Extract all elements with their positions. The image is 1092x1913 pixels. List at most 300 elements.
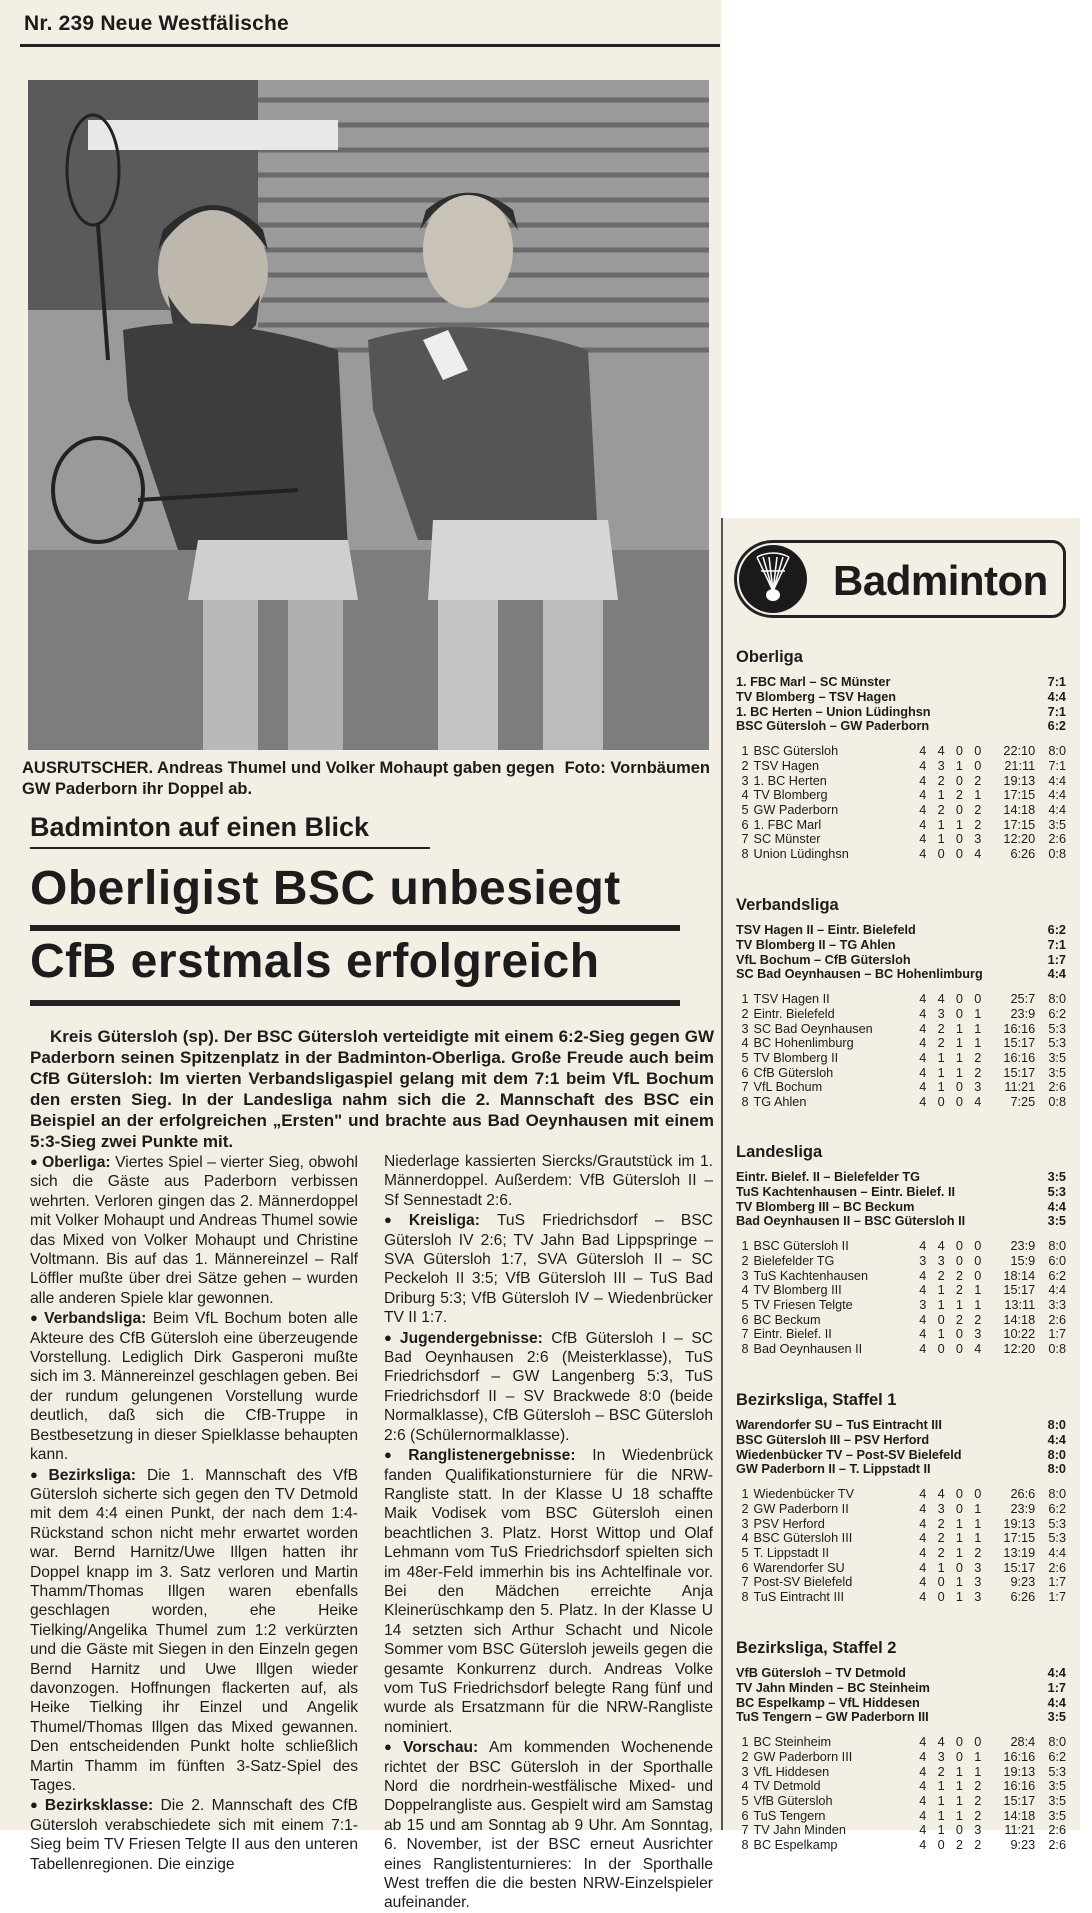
paragraph-lead: Verbandsliga: [44,1310,147,1328]
caption-text: AUSRUTSCHER. Andreas Thumel und Volker Mohaupt gaben gegen GW Paderborn ihr Doppel ab. [22,759,555,798]
standings-row [736,1269,1066,1284]
standings-row [736,788,1066,803]
match-result [736,1666,1066,1681]
standings-team: TuS Eintracht III [753,1590,845,1605]
match-result [736,967,1066,982]
standings-points: 6:2 [1048,1501,1067,1516]
standings-points: 2:6 [1048,1838,1067,1853]
match-score: 4:4 [1047,689,1066,704]
caption-credit: Foto: Vornbäumen [564,759,710,777]
standings-won: 2 [937,1531,945,1546]
paragraph-text: Die 2. Mannschaft des CfB Gütersloh verabschiedete sich mit einem 7:1-Sieg beim TV Friesen Telgte II aus den unteren Tabellenregionen. Die einzige [30,1797,358,1873]
match-pairing: TuS Tengern – GW Paderborn III [736,1710,929,1725]
standings-rank: 6 [741,1312,749,1327]
standings-row [736,992,1066,1007]
standings-rank: 6 [741,1065,749,1080]
standings-games: 13:19 [1003,1546,1036,1560]
standings-rank: 5 [741,803,749,817]
standings-team: VfB Gütersloh [753,1794,833,1808]
match-score: 5:3 [1047,1184,1066,1199]
standings-team: TSV Hagen II [753,992,830,1007]
standings-drawn: 0 [955,1239,963,1254]
match-result [736,1200,1066,1215]
standings-lost: 1 [974,788,982,803]
standings-team: VfL Hiddesen [753,1764,830,1779]
standings-rank: 3 [741,1021,749,1036]
standings-lost: 4 [974,1342,982,1357]
standings-points: 2:6 [1048,1312,1067,1327]
standings-lost: 4 [974,847,982,862]
standings-team: Post-SV Bielefeld [753,1575,853,1590]
standings-points: 5:3 [1048,1036,1067,1051]
bullet-icon: ● [30,1466,45,1482]
match-result [736,1710,1066,1725]
standings-row [736,1765,1066,1780]
bullet-icon: ● [384,1329,396,1345]
match-score: 4:4 [1047,1199,1066,1214]
paragraph-text: Die 1. Mannschaft des VfB Gütersloh sicherte sich gegen den TV Detmold mit dem 4:4 einen Punkt, der nach dem 1:4-Rückstand schon nicht mehr erwartet worden war. Bernd Harnitz/Uwe Illgen hatten ihr Doppel knapp im 3. Satz verloren und Martin Thamm/Thomas Illgen waren ebenfalls geschlagen worden, ehe Heike Tielking/Angelika Thumel zum 1:2 verkürzten und die Gäste mit Siegen in den Einzeln gegen Bernd Harnitz und Uwe Illgen wieder davonzogen. Hoffnungen flackerten auf, als Heike Tielking ihr Einzel und Angelik Thumel/Thomas Illgen das Mixed gewannen. Den entscheidenden Punkt holte schließlich Martin Thamm im fünften 3-Satz-Spiel des Tages. [30,1466,358,1794]
standings-rank: 7 [741,1327,749,1342]
standings-played: 4 [919,1749,927,1764]
paragraph-lead: Kreisliga: [408,1212,480,1230]
match-score: 7:1 [1047,937,1066,952]
standings-drawn: 2 [955,1312,963,1327]
standings-games: 19:13 [1003,773,1036,788]
standings-drawn: 1 [955,1779,963,1794]
standings-lost: 1 [974,1531,982,1546]
standings-drawn: 0 [955,1487,963,1502]
paragraph-text: CfB Gütersloh I – SC Bad Oeynhausen 2:6 (Meisterklasse), TuS Friedrichsdorf – GW Langenberg 5:3, TuS Friedrichsdorf II – SV Brackwede 8:0 (beide Normalklasse), CfB Gütersloh – BSC Gütersloh 2:6 (Schülernormalklasse). [384,1329,713,1444]
match-pairing: Bad Oeynhausen II – BSC Gütersloh II [736,1214,966,1229]
standings-rank: 8 [741,1838,749,1853]
standings-drawn: 0 [955,1735,963,1750]
standings-played: 4 [919,1051,927,1065]
standings-drawn: 0 [955,1823,963,1838]
standings-games: 16:16 [1003,1021,1036,1036]
standings-won: 2 [937,1036,945,1051]
match-score: 8:0 [1047,1418,1066,1432]
standings-games: 17:15 [1003,817,1036,832]
bullet-icon: ● [30,1310,41,1326]
standings-played: 4 [919,1794,927,1808]
paragraph-text: Viertes Spiel – vierter Sieg, obwohl sich die Gäste aus Paderborn verbissen wehrten. Verloren gingen das 2. Männerdoppel mit Volker Mohaupt und Andreas Thumel sowie das Mixed von Volker Mohaupt und Christine Voltmann. Bis auf das 1. Männereinzel – Ralf Löffler mußte über drei Sätze gehen – wurden alle anderen Spiele klar gewonnen. [30,1154,358,1307]
match-score: 3:5 [1047,1710,1066,1725]
paragraph-text: In Wiedenbrück fanden Qualifikationsturniere für die NRW-Rangliste statt. In der Klasse U 18 schaffte Maik Vodisek vom BSC Gütersloh einen beachtlichen 3. Platz. Horst Wittop und Olaf Lehmann vom TuS Friedrichsdorf spielten sich im 48er-Feld immerhin bis ins Achtelfinale vor. Bei den Mädchen erreichte Anja Kleinerüschkamp den 5. Platz. In der Klasse U 14 setzten sich Arthur Schacht und Nicole Sommer vom BSC Gütersloh jeweils gegen die gesamte Konkurrenz durch. Andreas Volke vom TuS Friedrichsdorf belegte Rang fünf und wurde als Ersatzmann für die NRW-Rangliste nominiert. [384,1447,713,1736]
standings-games: 16:16 [1003,1779,1036,1794]
standings-team: BC Beckum [753,1312,821,1327]
standings-lost: 3 [974,832,982,847]
match-result [736,1681,1066,1696]
standings-won: 0 [937,1838,945,1853]
standings-drawn: 0 [955,1501,963,1516]
match-score: 3:5 [1047,1214,1066,1229]
standings-team: TG Ahlen [753,1095,807,1110]
standings-row [736,1487,1066,1502]
standings-team: 1. BC Herten [753,773,827,788]
standings-games: 17:15 [1003,1531,1036,1546]
standings-drawn: 0 [955,1749,963,1764]
standings-points: 2:6 [1048,1560,1067,1575]
standings-team: TV Jahn Minden [753,1823,846,1838]
standings-row [736,832,1066,847]
standings-won: 1 [937,832,945,847]
standings-drawn: 0 [955,803,963,817]
standings-won: 0 [937,1095,945,1110]
standings-row [736,744,1066,759]
badminton-header-badge [734,540,1066,618]
standings-points: 3:5 [1048,1794,1067,1808]
standings-row [736,1095,1066,1110]
standings-rank: 5 [741,1298,749,1312]
standings-drawn: 1 [955,758,963,773]
standings-won: 1 [937,1794,945,1808]
match-result [736,690,1066,705]
standings-rank: 2 [741,1253,749,1268]
match-result [736,923,1066,938]
body-paragraph [30,1465,358,1796]
standings-won: 1 [937,1779,945,1794]
standings-team: TV Blomberg III [753,1283,842,1298]
standings-drawn: 1 [955,1546,963,1560]
standings-lost: 2 [974,1546,982,1560]
match-result [736,938,1066,953]
standings-played: 4 [919,832,927,847]
standings-lost: 3 [974,1575,982,1590]
match-result [736,1170,1066,1185]
standings-row [736,1561,1066,1576]
standings-team: SC Münster [753,832,821,847]
standings-rank: 8 [741,1342,749,1357]
standings-table [736,1239,1066,1357]
standings-won: 1 [937,1808,945,1823]
standings-games: 21:11 [1004,758,1036,773]
standings-team: Wiedenbücker TV [753,1487,855,1502]
standings-team: TSV Hagen [753,758,820,773]
standings-points: 8:0 [1048,1239,1067,1254]
standings-games: 25:7 [1010,992,1036,1007]
paragraph-lead: Oberliga: [42,1154,111,1171]
standings-points: 8:0 [1048,744,1067,759]
standings-row [736,1066,1066,1081]
standings-played: 4 [919,1036,927,1051]
standings-team: TuS Tengern [753,1808,826,1823]
standings-row [736,759,1066,774]
standings-played: 4 [919,1590,927,1605]
match-result [736,1214,1066,1229]
standings-team: BSC Gütersloh III [753,1531,853,1546]
body-paragraph [384,1210,713,1327]
standings-drawn: 0 [955,1006,963,1021]
standings-lost: 2 [974,803,982,817]
standings-rank: 8 [741,1095,749,1110]
standings-played: 4 [919,1516,927,1531]
lede-paragraph: Kreis Gütersloh (sp). Der BSC Gütersloh verteidigte mit einem 6:2-Sieg gegen GW Paderborn seinen Spitzenplatz in der Badminton-Oberliga. Große Freude auch beim CfB Gütersloh: Im vierten Verbandsligaspiel gelang mit dem 7:1 beim VfL Bochum den ersten Sieg. In der Landesliga nahm sich die 2. Mannschaft des BSC ein Beispiel an der erfolgreichen „Ersten" und brachte aus Bad Oeynhausen mit einem 5:3-Sieg zwei Punkte mit. [30,1027,714,1151]
match-score: 6:2 [1047,923,1066,937]
standings-row [736,1239,1066,1254]
standings-rank: 8 [741,1590,749,1605]
standings-lost: 1 [974,1036,982,1051]
standings-played: 4 [919,1560,927,1575]
headline-primary: Oberligist BSC unbesiegt [30,862,621,915]
match-score: 1:7 [1047,1680,1066,1695]
standings-lost: 1 [974,1516,982,1531]
standings-played: 3 [919,1253,927,1268]
standings-points: 4:4 [1048,788,1067,803]
standings-drawn: 0 [955,773,963,788]
standings-table [736,992,1066,1110]
standings-won: 3 [937,1253,945,1268]
match-score: 7:1 [1047,675,1066,689]
standings-won: 0 [937,847,945,862]
standings-team: BC Steinheim [753,1735,832,1750]
match-pairing: SC Bad Oeynhausen – BC Hohenlimburg [736,967,983,982]
standings-rank: 1 [741,1487,749,1502]
standings-team: SC Bad Oeynhausen [753,1021,873,1036]
standings-won: 3 [937,758,945,773]
match-score: 1:7 [1047,952,1066,967]
standings-points: 1:7 [1048,1575,1067,1590]
standings-lost: 2 [974,1794,982,1808]
match-result [736,719,1066,734]
standings-rank: 3 [741,773,749,788]
standings-row [736,1342,1066,1357]
standings-points: 0:8 [1048,847,1067,862]
standings-team: 1. FBC Marl [753,817,822,832]
paragraph-lead: Vorschau: [403,1739,479,1757]
standings-lost: 1 [974,1764,982,1779]
bullet-icon: ● [384,1739,400,1755]
standings-row [736,1750,1066,1765]
standings-points: 0:8 [1048,1095,1067,1110]
standings-played: 4 [919,803,927,817]
standings-team: BC Hohenlimburg [753,1036,854,1051]
standings-games: 14:18 [1003,1808,1036,1823]
headline-rule-1 [30,925,680,931]
standings-played: 4 [919,1283,927,1298]
standings-team: GW Paderborn II [753,1501,849,1516]
standings-rank: 1 [741,744,749,759]
standings-table [736,744,1066,862]
paragraph-text: Am kommenden Wochenende richtet der BSC Gütersloh in der Sporthalle Nord die nordrhein-westfälische Mixed- und Doppelrangliste aus. Gespielt wird am Samstag ab 15 und am Sonntag ab 9 Uhr. Am Sonntag, 6. November, ist der BSC erneut Ausrichter eines Ranglistenturnieres: In der Sporthalle West treffen die die besten NRW-Einzelspieler aufeinander. [384,1739,713,1912]
match-pairing: TV Blomberg III – BC Beckum [736,1199,915,1214]
masthead-rule [20,44,720,47]
standings-drawn: 2 [955,1838,963,1853]
standings-drawn: 1 [955,1516,963,1531]
standings-lost: 0 [974,758,982,773]
standings-drawn: 0 [955,847,963,862]
standings-lost: 3 [974,1823,982,1838]
standings-won: 1 [937,788,945,803]
standings-rank: 2 [741,1501,749,1516]
match-result [736,1185,1066,1200]
match-result [736,1696,1066,1711]
standings-rank: 7 [741,1080,749,1095]
standings-games: 22:10 [1003,744,1036,759]
standings-drawn: 1 [955,1021,963,1036]
match-pairing: TV Jahn Minden – BC Steinheim [736,1680,930,1695]
standings-drawn: 1 [955,1036,963,1051]
league-section [736,1639,1066,1853]
standings-games: 17:15 [1003,788,1036,803]
match-pairing: Warendorfer SU – TuS Eintracht III [736,1418,942,1432]
standings-drawn: 0 [955,1095,963,1110]
article-column-left [30,1152,358,1874]
standings-points: 3:5 [1048,1065,1067,1080]
standings-row [736,1575,1066,1590]
standings-lost: 0 [974,992,982,1007]
body-paragraph [384,1152,713,1210]
standings-won: 0 [937,1590,945,1605]
standings-points: 4:4 [1048,1546,1067,1560]
body-paragraph [30,1308,358,1464]
standings-drawn: 0 [955,744,963,759]
standings-won: 2 [937,1764,945,1779]
standings-team: TV Blomberg [753,788,828,803]
standings-games: 23:9 [1010,1239,1036,1254]
standings-won: 2 [937,1021,945,1036]
standings-won: 1 [937,1080,945,1095]
standings-played: 4 [919,1327,927,1342]
bullet-icon: ● [384,1212,405,1228]
standings-drawn: 1 [955,1764,963,1779]
standings-rank: 7 [741,1575,749,1590]
standings-games: 12:20 [1003,1342,1036,1357]
match-pairing: VfL Bochum – CfB Gütersloh [736,952,911,967]
standings-played: 4 [919,1095,927,1110]
standings-won: 1 [937,817,945,832]
standings-lost: 2 [974,1779,982,1794]
standings-games: 7:25 [1010,1095,1036,1110]
standings-points: 6:0 [1048,1253,1067,1268]
standings-won: 1 [937,1283,945,1298]
standings-points: 1:7 [1048,1327,1067,1342]
standings-rank: 4 [741,1036,749,1051]
standings-row [736,818,1066,833]
league-section [736,896,1066,1110]
standings-lost: 3 [974,1080,982,1095]
standings-played: 4 [919,1779,927,1794]
standings-rank: 2 [741,1006,749,1021]
standings-rank: 3 [741,1516,749,1531]
standings-drawn: 0 [955,1342,963,1357]
standings-games: 14:18 [1003,1312,1036,1327]
standings-lost: 3 [974,1560,982,1575]
standings-points: 6:2 [1048,1749,1067,1764]
standings-won: 0 [937,1312,945,1327]
standings-won: 2 [937,773,945,788]
standings-row [736,847,1066,862]
standings-drawn: 1 [955,1794,963,1808]
standings-played: 4 [919,1080,927,1095]
match-score: 7:1 [1047,704,1066,719]
league-name: Oberliga [736,648,803,666]
body-paragraph [30,1795,358,1874]
match-score: 4:4 [1047,967,1066,982]
standings-lost: 0 [974,744,982,759]
match-pairing: Wiedenbücker TV – Post-SV Bielefeld [736,1447,962,1462]
standings-won: 1 [937,1560,945,1575]
standings-won: 1 [937,1298,945,1312]
standings-played: 4 [919,1021,927,1036]
standings-drawn: 1 [955,1808,963,1823]
photo-caption [22,758,710,800]
standings-won: 1 [937,1065,945,1080]
standings-rank: 7 [741,832,749,847]
league-section [736,648,1066,862]
match-pairing: TuS Kachtenhausen – Eintr. Bielef. II [736,1184,956,1199]
standings-won: 4 [937,1487,945,1502]
standings-row [736,1313,1066,1328]
league-name: Bezirksliga, Staffel 1 [736,1391,897,1409]
match-pairing: 1. BC Herten – Union Lüdinghsn [736,704,931,719]
body-paragraph [30,1152,358,1308]
standings-played: 4 [919,1006,927,1021]
match-pairing: BSC Gütersloh – GW Paderborn [736,719,930,734]
standings-played: 4 [919,847,927,862]
standings-drawn: 2 [955,788,963,803]
match-result [736,1418,1066,1433]
standings-points: 7:1 [1048,758,1067,773]
standings-lost: 1 [974,1006,982,1021]
standings-points: 3:5 [1048,1779,1067,1794]
match-pairing: GW Paderborn II – T. Lippstadt II [736,1462,931,1477]
standings-rank: 1 [741,1735,749,1750]
match-result [736,1462,1066,1477]
standings-points: 8:0 [1048,1735,1067,1750]
match-pairing: TV Blomberg II – TG Ahlen [736,937,896,952]
standings-played: 4 [919,1312,927,1327]
standings-games: 12:20 [1003,832,1036,847]
match-score: 4:4 [1047,1666,1066,1680]
standings-played: 4 [919,1501,927,1516]
match-result [736,1433,1066,1448]
kicker-rule [30,847,430,849]
standings-won: 1 [937,1051,945,1065]
standings-row [736,1794,1066,1809]
standings-team: Bielefelder TG [753,1253,835,1268]
standings-rank: 6 [741,1808,749,1823]
shuttlecock-icon [739,545,807,613]
standings-table [736,1735,1066,1853]
standings-row [736,1517,1066,1532]
standings-games: 10:22 [1003,1327,1036,1342]
standings-rank: 4 [741,1779,749,1794]
standings-row [736,1283,1066,1298]
standings-row [736,1327,1066,1342]
standings-team: TV Friesen Telgte [753,1298,853,1312]
standings-drawn: 1 [955,1590,963,1605]
standings-points: 0:8 [1048,1342,1067,1357]
standings-row [736,774,1066,789]
standings-team: PSV Herford [753,1516,825,1531]
standings-games: 9:23 [1010,1838,1036,1853]
match-pairing: TSV Hagen II – Eintr. Bielefeld [736,923,916,937]
standings-games: 28:4 [1010,1735,1036,1750]
standings-played: 4 [919,1735,927,1750]
standings-points: 2:6 [1048,1823,1067,1838]
standings-lost: 2 [974,1808,982,1823]
match-pairing: VfB Gütersloh – TV Detmold [736,1666,906,1680]
standings-points: 3:5 [1048,817,1067,832]
paragraph-text: Niederlage kassierten Siercks/Grautstück im 1. Männerdoppel. Außerdem: VfB Gütersloh II – Sf Sennestadt 2:6. [384,1153,713,1209]
standings-games: 23:9 [1010,1501,1036,1516]
standings-played: 4 [919,1531,927,1546]
standings-rank: 2 [741,1749,749,1764]
match-result [736,953,1066,968]
standings-drawn: 0 [955,992,963,1007]
standings-team: BC Espelkamp [753,1838,838,1853]
standings-rank: 6 [741,817,749,832]
